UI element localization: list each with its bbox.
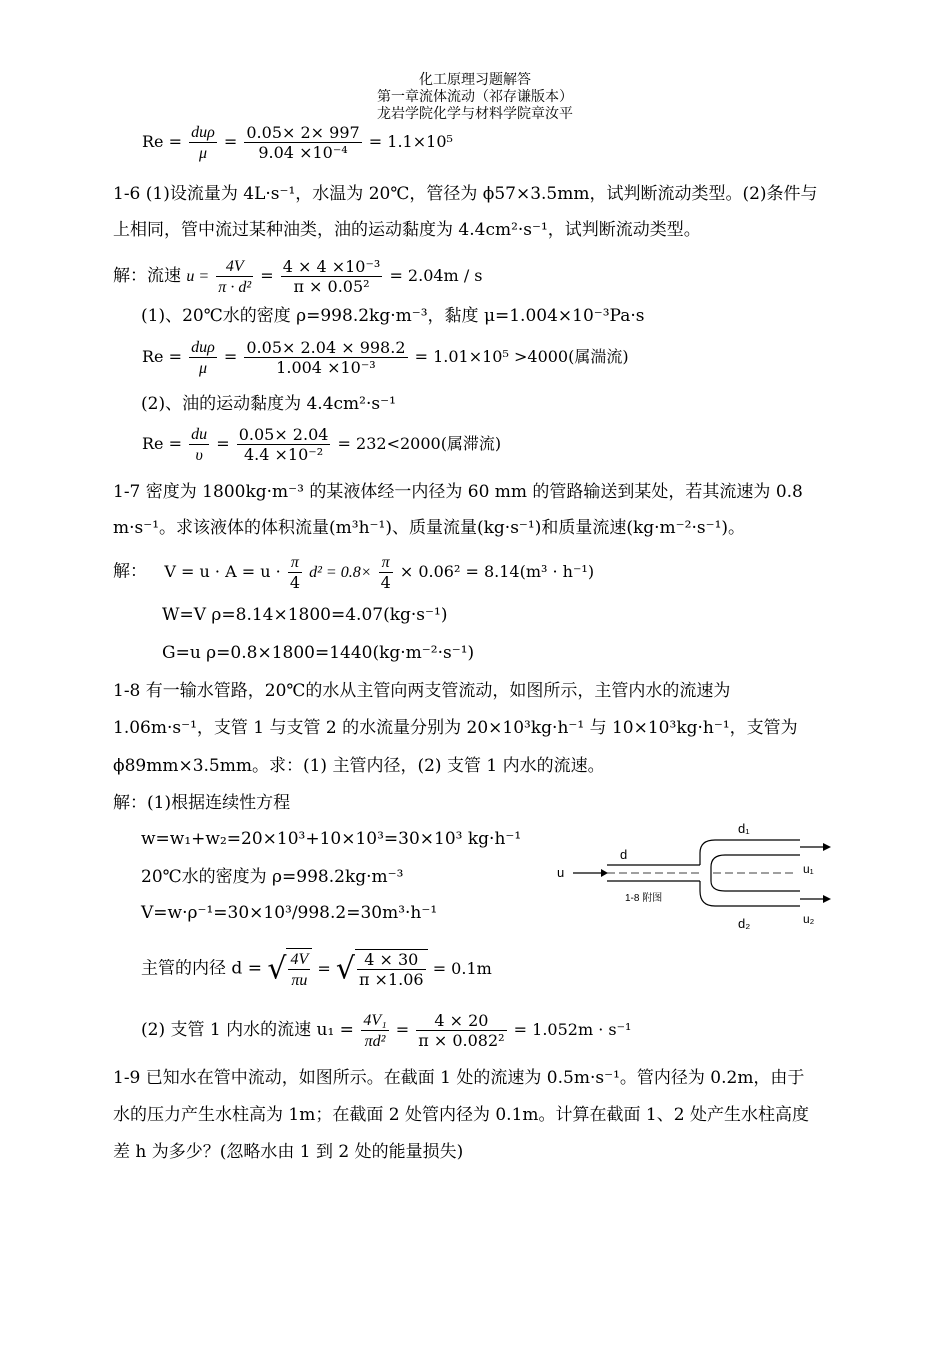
label-d1: d₁ xyxy=(738,821,750,836)
solution-1-7-mass-flow: W=V ρ=8.14×1800=4.07(kg·s⁻¹) xyxy=(162,605,448,625)
label-d2: d₂ xyxy=(738,916,751,931)
problem-1-8-line2: 1.06m·s⁻¹，支管 1 与支管 2 的水流量分别为 20×10³kg·h⁻¹ 与 10×10³kg·h⁻¹，支管为 xyxy=(113,718,798,738)
header-author: 龙岩学院化学与材料学院章汝平 xyxy=(377,106,573,122)
solution-1-8-diameter: 主管的内径 d = √ $\frac{4V}{\pi u}$ = √ $\frac{4 \times 30}{\pi \times 1.06}$ = 0.1m xyxy=(141,950,492,989)
solution-1-8-branch-velocity: (2) 支管 1 内水的流速 u₁ = $\frac{\text{4V₁}}{\text{πd²}}$ = $\frac{4 \times 20}{\text{π × 0.082²}}$ = 1.052m · s⁻¹ xyxy=(141,1011,632,1050)
label-d: d xyxy=(620,847,628,862)
reynolds-equation-2: Re = $\frac{du}{\upsilon}$ = $\frac{0.05\times 2.04}{\text{4.4 ×10⁻²}}$ = 232<2000(属滞流) xyxy=(142,425,502,464)
problem-1-7-line1: 1-7 密度为 1800kg·m⁻³ 的某液体经一内径为 60 mm 的管路输送到某处，若其流速为 0.8 xyxy=(113,482,803,502)
problem-1-8-line3: ϕ89mm×3.5mm。求：(1) 主管内径，(2) 支管 1 内水的流速。 xyxy=(113,756,605,776)
inlet-arrow-head xyxy=(601,869,608,877)
outlet-1-arrow-head xyxy=(823,843,831,851)
reynolds-equation-top: Re = $\frac{\text{duρ}}{\mu}$ = $\frac{0.05\times 2\times 997}{\text{9.04 ×10⁻⁴}}$ = 1.1×10⁵ xyxy=(142,123,453,162)
header-title: 化工原理习题解答 xyxy=(419,72,531,88)
figure-1-8-pipe-diagram xyxy=(555,815,840,935)
problem-1-9-line3: 差 h 为多少？(忽略水由 1 到 2 处的能量损失) xyxy=(113,1142,464,1162)
problem-1-9-line2: 水的压力产生水柱高为 1m；在截面 2 处管内径为 0.1m。计算在截面 1、2 处产生水柱高度 xyxy=(113,1105,809,1125)
outlet-2-arrow-head xyxy=(823,895,831,903)
label-u2: u₂ xyxy=(803,912,815,926)
solution-1-6-velocity: 解：流速 u = $\frac{4V}{\text{π · d²}}$ = $\frac{\text{4 × 4 ×10⁻³}}{\text{π × 0.05²}}$ = 2.04m / s xyxy=(113,257,483,296)
label-u1: u₁ xyxy=(803,862,814,876)
reynolds-equation-1: Re = $\frac{\text{duρ}}{\mu}$ = $\frac{0.05\times 2.04 \times 998.2}{\text{1.004 ×10⁻³}}$ = 1.01×10⁵ >4000(属湍流) xyxy=(142,338,629,377)
branch-1-outer-wall xyxy=(700,840,800,865)
solution-1-7-mass-flux: G=u ρ=0.8×1800=1440(kg·m⁻²·s⁻¹) xyxy=(162,643,475,663)
solution-1-7-volume: 解： V = u · A = u · $\frac{\pi}{4}$ d² = 0.8× $\frac{\pi}{4}$ × 0.06² = 8.14(m³ · h⁻¹) xyxy=(113,554,595,592)
figure-caption: 1-8 附图 xyxy=(625,893,663,904)
branch-2-outer-wall xyxy=(700,881,800,906)
label-u: u xyxy=(557,865,565,880)
solution-1-8-volume-flow: V=w·ρ⁻¹=30×10³/998.2=30m³·h⁻¹ xyxy=(141,903,438,923)
problem-1-6-line1: 1-6 (1)设流量为 4L·s⁻¹，水温为 20℃，管径为 ϕ57×3.5mm，试判断流动类型。(2)条件与 xyxy=(113,184,818,204)
header-chapter: 第一章流体流动（祁存谦版本） xyxy=(377,89,573,105)
problem-1-8-line1: 1-8 有一输水管路，20℃的水从主管向两支管流动，如图所示，主管内水的流速为 xyxy=(113,681,731,701)
problem-1-7-line2: m·s⁻¹。求该液体的体积流量(m³h⁻¹)、质量流量(kg·s⁻¹)和质量流速(kg·m⁻²·s⁻¹)。 xyxy=(113,518,746,538)
solution-1-8-total-flow: w=w₁+w₂=20×10³+10×10³=30×10³ kg·h⁻¹ xyxy=(141,829,522,849)
solution-1-6-part2: (2)、油的运动黏度为 4.4cm²·s⁻¹ xyxy=(141,394,396,414)
solution-1-8-density: 20℃水的密度为 ρ=998.2kg·m⁻³ xyxy=(141,867,404,887)
solution-1-6-part1: (1)、20℃水的密度 ρ=998.2kg·m⁻³，黏度 μ=1.004×10⁻³Pa·s xyxy=(141,306,645,326)
solution-1-8-intro: 解：(1)根据连续性方程 xyxy=(113,793,291,813)
problem-1-6-line2: 上相同，管中流过某种油类，油的运动黏度为 4.4cm²·s⁻¹，试判断流动类型。 xyxy=(113,220,701,240)
problem-1-9-line1: 1-9 已知水在管中流动，如图所示。在截面 1 处的流速为 0.5m·s⁻¹。管内径为 0.2m，由于 xyxy=(113,1068,805,1088)
